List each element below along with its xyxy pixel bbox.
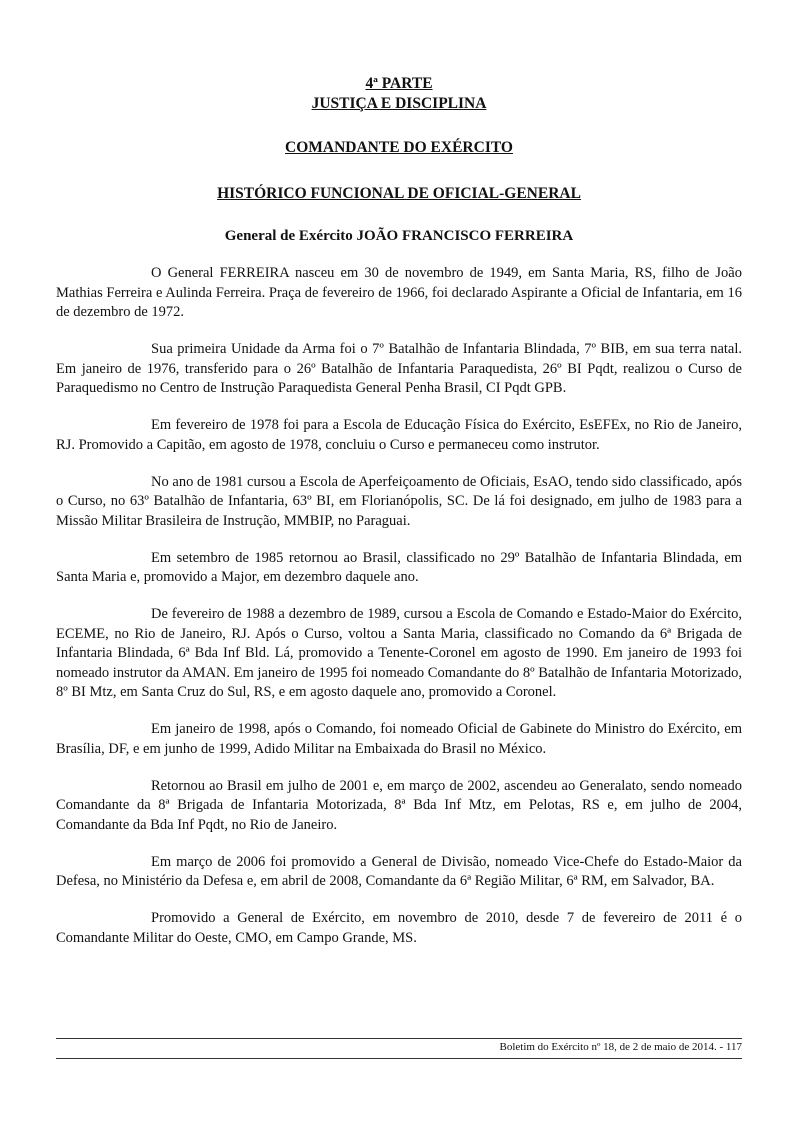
paragraph-gabinete: Em janeiro de 1998, após o Comando, foi nomeado Oficial de Gabinete do Ministro do Exército, em Brasília, DF, e em junho de 1999, Adido Militar na Embaixada do Brasil no México.	[56, 721, 742, 757]
section-heading: JUSTIÇA E DISCIPLINA	[311, 95, 487, 112]
paragraph-eceme: De fevereiro de 1988 a dezembro de 1989, cursou a Escola de Comando e Estado-Maior do Exército, ECEME, no Rio de Janeiro, RJ. Após o Curso, voltou a Santa Maria, classificado no Comando da 6ª Brigada de Infantaria Blindada, 6ª Bda Inf Bld. Lá, promovido a Tenente-Coronel em agosto de 1990. Em janeiro de 1993 foi nomeado instrutor da AMAN. Em janeiro de 1995 foi nomeado Comandante do 8º Batalhão de Infantaria Motorizado, 8º BI Mtz, em Santa Cruz do Sul, RS, e em agosto daquele ano, promovido a Coronel.	[56, 606, 742, 700]
part-heading: 4ª PARTE	[365, 75, 433, 92]
paragraph-major: Em setembro de 1985 retornou ao Brasil, classificado no 29º Batalhão de Infantaria Blindada, em Santa Maria e, promovido a Major, em dezembro daquele ano.	[56, 549, 742, 585]
page-footer	[56, 1038, 742, 1059]
document-page	[56, 74, 742, 948]
footer-bottom-rule	[56, 1058, 742, 1059]
paragraph-generalato: Retornou ao Brasil em julho de 2001 e, em março de 2002, ascendeu ao Generalato, sendo nomeado Comandante da 8ª Brigada de Infantaria Motorizada, 8ª Bda Inf Mtz, em Pelotas, RS e, em julho de 2004, Comandante da Bda Inf Pqdt, no Rio de Janeiro.	[56, 777, 742, 833]
footer-citation: Boletim do Exército nº 18, de 2 de maio de 2014. - 117	[499, 1041, 742, 1053]
authority-heading: COMANDANTE DO EXÉRCITO	[285, 139, 513, 156]
paragraph-esefex: Em fevereiro de 1978 foi para a Escola de Educação Física do Exército, EsEFEx, no Rio de Janeiro, RJ. Promovido a Capitão, em agosto de 1978, concluiu o Curso e permaneceu como instrutor.	[56, 417, 742, 453]
paragraph-birth: O General FERREIRA nasceu em 30 de novembro de 1949, em Santa Maria, RS, filho de João Mathias Ferreira e Aulinda Ferreira. Praça de fevereiro de 1966, foi declarado Aspirante a Oficial de Infantaria, em 16 de dezembro de 1972.	[56, 265, 742, 320]
subject-heading: General de Exército JOÃO FRANCISCO FERREIRA	[224, 228, 574, 244]
paragraph-general-exercito: Promovido a General de Exército, em novembro de 2010, desde 7 de fevereiro de 2011 é o Comandante Militar do Oeste, CMO, em Campo Grande, MS.	[56, 910, 742, 946]
paragraph-general-divisao: Em março de 2006 foi promovido a General de Divisão, nomeado Vice-Chefe do Estado-Maior da Defesa, no Ministério da Defesa e, em abril de 2008, Comandante da 6ª Região Militar, 6ª RM, em Salvador, BA.	[56, 853, 742, 889]
footer-top-rule	[56, 1038, 742, 1039]
paragraph-first-unit: Sua primeira Unidade da Arma foi o 7º Batalhão de Infantaria Blindada, 7º BIB, em sua terra natal. Em janeiro de 1976, transferido para o 26º Batalhão de Infantaria Paraquedista, 26º BI Pqdt, realizou o Curso de Paraquedismo no Centro de Instrução Paraquedista General Penha Brasil, CI Pqdt GPB.	[56, 341, 742, 396]
paragraph-esao: No ano de 1981 cursou a Escola de Aperfeiçoamento de Oficiais, EsAO, tendo sido classificado, após o Curso, no 63º Batalhão de Infantaria, 63º BI, em Florianópolis, SC. De lá foi designado, em julho de 1983 para a Missão Militar Brasileira de Instrução, MMBIP, no Paraguai.	[56, 473, 742, 529]
document-title: HISTÓRICO FUNCIONAL DE OFICIAL-GENERAL	[217, 185, 581, 202]
